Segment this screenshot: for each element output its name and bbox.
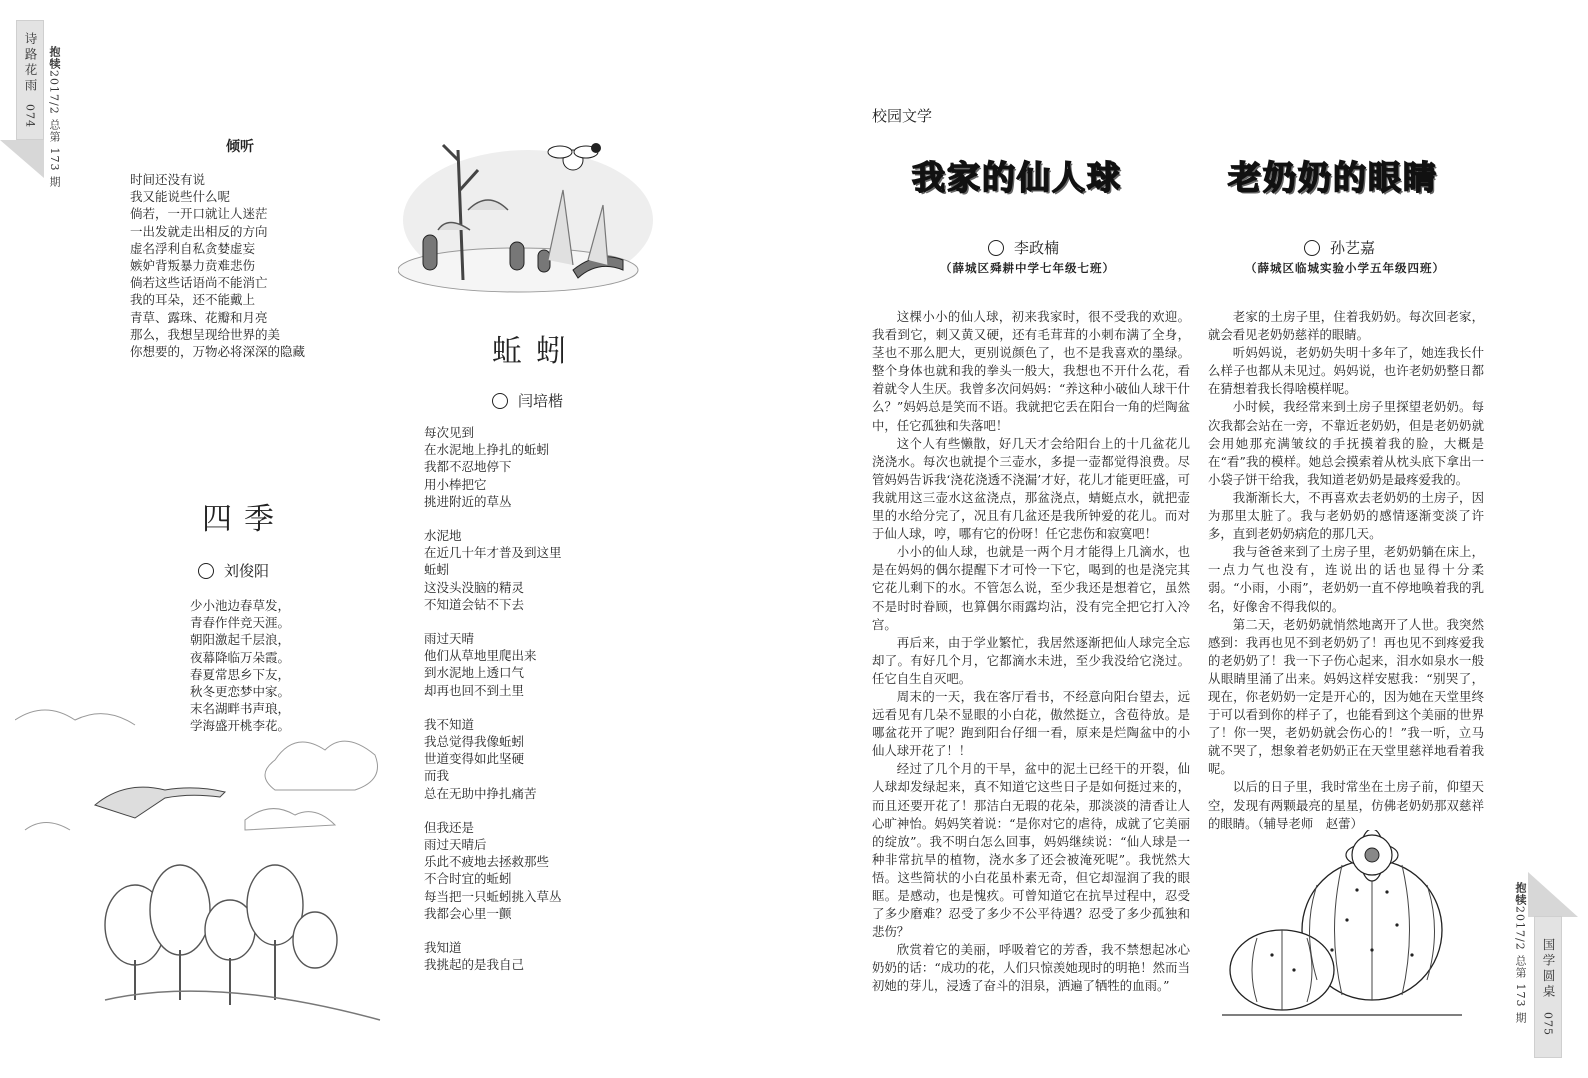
poem-line: 乐此不疲地去拯救那些 (424, 854, 550, 870)
left-section-name: 诗路花雨 (23, 32, 38, 94)
article2-title: 老奶奶的眼睛 (1228, 158, 1438, 197)
poem-line: 不知道会钻不下去 (424, 596, 525, 612)
poem-line: 我不知道 (424, 716, 475, 732)
poem-line: 而我 (424, 768, 450, 784)
poem-earthworm-header (492, 326, 580, 411)
poem-line: 总在无助中挣扎痛苦 (424, 785, 537, 801)
poem-seasons (190, 494, 290, 735)
poem-line: 青草、露珠、花瓣和月亮 (130, 309, 268, 325)
article-paragraph: 小时候，我经常来到土房子里探望老奶奶。每次我都会站在一旁，不靠近老奶奶，但是老奶奶就会用她那充满皱纹的手抚摸着我的脸，大概是在“看”我的模样。她总会摸索着从枕头底下拿出一小袋子饼干给我，我知道老奶奶是最疼爱我的。 (1208, 399, 1484, 487)
cactus-illustration (1222, 830, 1462, 1020)
poem-line: 我都会心里一颤 (424, 905, 512, 921)
poem-line: 雨过天晴后 (424, 837, 487, 853)
poem-line: 到水泥地上透口气 (424, 665, 525, 681)
poem-line: 末名湖畔书声琅， (190, 701, 291, 717)
poem-earthworm-title: 蚯蚓 (492, 334, 580, 369)
left-running-head (46, 46, 62, 188)
poem-seasons-byline (198, 560, 290, 581)
article-paragraph: 听妈妈说，老奶奶失明十多年了，她连我长什么样子也都从未见过。妈妈说，也许老奶奶整日都在猜想着我长得啥模样呢。 (1208, 345, 1484, 397)
left-issue: 2017/2 (47, 70, 61, 115)
poem-line: 一出发就走出相反的方向 (130, 223, 268, 239)
landscape-illustration (15, 700, 385, 1030)
poem-line: 朝阳激起千层浪， (190, 632, 291, 648)
poem-line: 倘若这些话语尚不能消亡 (130, 275, 268, 291)
right-magazine-name: 抱犊 (1514, 882, 1527, 906)
poem-line: 每当把一只蚯蚓挑入草丛 (424, 888, 562, 904)
poem-line: 我又能说些什么呢 (130, 189, 231, 205)
poem-line: 你想要的，万物必将深深的隐藏 (130, 344, 306, 360)
article1-school: （薛城区舜耕中学七年级七班） (940, 261, 1115, 275)
right-total-issue: 总第 173 期 (1514, 954, 1527, 1024)
article-paragraph: 欣赏着它的美丽，呼吸着它的芳香，我不禁想起冰心奶奶的话：“成功的花，人们只惊羡她现时的明艳！然而当初她的芽儿，浸透了奋斗的泪泉，洒遍了牺牲的血雨。” (872, 942, 1190, 994)
poem-seasons-title: 四季 (202, 502, 286, 537)
article1-title: 我家的仙人球 (912, 158, 1122, 197)
article-paragraph: 这棵小小的仙人球，初来我家时，很不受我的欢迎。我看到它，刺又黄又硬，还有毛茸茸的小刺布满了全身，茎也不那么肥大，更别说颜色了，也不是我喜欢的墨绿。整个身体也就和我的拳头一般大，我想也不开什么花，看着就令人生厌。我曾多次问妈妈：“养这种小破仙人球干什么？”妈妈总是笑而不语。我就把它丢在阳台一角的烂陶盆中，任它孤独和失落吧！ (872, 309, 1190, 433)
article1-author: 李政楠 (1014, 239, 1060, 257)
poem-line: 每次见到 (424, 425, 475, 440)
poem-stanza (424, 819, 562, 922)
right-page-number: 075 (1541, 1012, 1555, 1036)
author-circle-icon (198, 563, 214, 579)
poem-seasons-author: 刘俊阳 (224, 562, 270, 580)
poem-stanza (424, 716, 562, 802)
poem-line: 我挑起的是我自己 (424, 957, 525, 973)
poem-earthworm-author: 闫培楷 (518, 392, 564, 410)
article-paragraph: 我与爸爸来到了土房子里，老奶奶躺在床上，一点力气也没有，连说出的话也显得十分柔弱。“小雨，小雨”，老奶奶一直不停地唤着我的乳名，好像舍不得我似的。 (1208, 544, 1484, 614)
poem-earthworm-byline (492, 390, 580, 411)
left-page-number: 074 (23, 104, 37, 128)
author-circle-icon (988, 240, 1004, 256)
article2-school: （薛城区临城实验小学五年级四班） (1245, 261, 1445, 275)
earthworm-illustration (398, 130, 668, 300)
poem-line: 用小棒把它 (424, 476, 487, 492)
poem-line: 在近几十年才普及到这里 (424, 545, 562, 561)
poem-line: 却再也回不到土里 (424, 682, 525, 698)
article-paragraph: 以后的日子里，我时常坐在土房子前，仰望天空，发现有两颗最亮的星星，仿佛老奶奶那双慈祥的眼睛。（辅导老师 赵蕾） (1208, 779, 1484, 831)
poem-earthworm-stanzas (424, 424, 562, 990)
author-circle-icon (492, 393, 508, 409)
poem-line: 虚名浮利自私贪婪虚妄 (130, 240, 256, 256)
poem-stanza (424, 424, 562, 510)
article2-author: 孙艺嘉 (1330, 239, 1376, 257)
poem-line: 时间还没有说 (130, 172, 206, 187)
article-paragraph: 老家的土房子里，住着我奶奶。每次回老家，就会看见老奶奶慈祥的眼睛。 (1208, 309, 1484, 343)
poem-line: 夜幕降临万朵霞。 (190, 649, 291, 665)
poem-line: 学海盛开桃李花。 (190, 718, 291, 734)
poem-line: 那么，我想呈现给世界的美 (130, 326, 281, 342)
poem-line: 倘若，一开口就让人迷茫 (130, 206, 268, 222)
poem-stanza (424, 630, 562, 699)
poem-listen (130, 136, 305, 360)
left-total-issue: 总第 173 期 (48, 118, 61, 188)
article-paragraph: 这个人有些懒散，好几天才会给阳台上的十几盆花儿浇浇水。每次也就提个三壶水，多提一壶都觉得浪费。尽管妈妈告诉我‘浇花浇透不浇漏’才好，花儿才能更旺盛，可我就用这三壶水这盆浇点，那盆浇点，蜻蜓点水，就把壶里的水给分完了，况且有几盆还是我所钟爱的花儿。而对于仙人球，哼，哪有它的份呀！任它悲伤和寂寞吧！ (872, 435, 1190, 542)
article2-byline (1304, 237, 1375, 258)
poem-line: 我总觉得我像蚯蚓 (424, 734, 525, 750)
right-section-name: 国学圆桌 (1541, 938, 1556, 1000)
poem-line: 春夏常思乡下友， (190, 666, 291, 682)
poem-line: 嫉妒背叛暴力贲难悲伤 (130, 258, 256, 274)
poem-line: 我的耳朵，还不能戴上 (130, 292, 256, 308)
poem-line: 秋冬更恋梦中家。 (190, 684, 291, 700)
poem-line: 世道变得如此坚硬 (424, 751, 525, 767)
article2-body (1208, 308, 1484, 833)
author-circle-icon (1304, 240, 1320, 256)
poem-listen-lines (130, 171, 305, 360)
article-paragraph: 周末的一天，我在客厅看书，不经意向阳台望去，远远看见有几朵不显眼的小白花，傲然挺立，含苞待放。是哪盆花开了呢？跑到阳台仔细一看，原来是烂陶盆中的小仙人球开花了！！ (872, 688, 1190, 759)
article-paragraph: 经过了几个月的干旱，盆中的泥土已经干的开裂，仙人球却发绿起来，真不知道它这些日子是如何挺过来的，而且还要开花了！那洁白无瑕的花朵，那淡淡的清香让人心旷神怡。妈妈笑着说：“是你对它的虐待，成就了它美丽的绽放”。我不明白怎么回事，妈妈继续说：“仙人球是一种非常抗旱的植物，浇水多了还会被淹死呢”。我恍然大悟。这些简状的小白花虽朴素无奇，但它却湿润了我的眼眶。是感动，也是愧疚。可曾知道它在抗旱过程中，忍受了多少磨难？忍受了多少不公平待遇？忍受了多少孤独和悲伤？ (872, 761, 1190, 940)
article-paragraph: 我渐渐长大，不再喜欢去老奶奶的土房子，因为那里太脏了。我与老奶奶的感情逐渐变淡了许多，直到老奶奶病危的那几天。 (1208, 489, 1484, 542)
article-paragraph: 再后来，由于学业繁忙，我居然逐渐把仙人球完全忘却了。有好几个月，它都滴水未进，至少我没给它浇过。任它自生自灭吧。 (872, 634, 1190, 686)
article-paragraph: 小小的仙人球，也就是一两个月才能得上几滴水，也是在妈妈的偶尔提醒下才可怜一下它，喝到的也是浇完其它花儿剩下的水。不管怎么说，至少我还是想着它，虽然不是时时眷顾，也算偶尔雨露均沾，没有完全把它打入冷宫。 (872, 544, 1190, 632)
poem-stanza (424, 527, 562, 613)
poem-line: 少小池边春草发， (190, 598, 291, 613)
right-running-head (1512, 882, 1528, 1024)
poem-line: 青春作伴竞天涯。 (190, 615, 291, 631)
left-magazine-name: 抱犊 (48, 46, 61, 70)
article-paragraph: 第二天，老奶奶就悄然地离开了人世。我突然感到：我再也见不到老奶奶了！再也见不到疼爱我的老奶奶了！我一下子伤心起来，泪水如泉水一般从眼睛里涌了出来。妈妈这样安慰我：“别哭了，现在，你老奶奶一定是开心的，因为她在天堂里终于可以看到你的样子了，也能看到这个美丽的世界了！你一哭，老奶奶就会伤心的！”我一听，立马就不哭了，想象着老奶奶正在天堂里慈祥地看着我呢。 (1208, 616, 1484, 777)
right-issue: 2017/2 (1513, 906, 1527, 951)
poem-line: 我都不忍地停下 (424, 459, 512, 475)
poem-line: 这没头没脑的精灵 (424, 579, 525, 595)
poem-line: 我知道 (424, 940, 462, 956)
poem-listen-title: 倾听 (226, 139, 254, 155)
poem-line: 挑进附近的草丛 (424, 493, 512, 509)
right-section-tab (1534, 916, 1562, 1058)
poem-line: 不合时宜的蚯蚓 (424, 871, 512, 887)
article1-byline (988, 237, 1059, 258)
poem-line: 雨过天晴 (424, 631, 475, 647)
poem-line: 但我还是 (424, 819, 475, 835)
section-label: 校园文学 (872, 107, 933, 125)
poem-line: 在水泥地上挣扎的蚯蚓 (424, 442, 550, 458)
poem-line: 蚯蚓 (424, 562, 450, 578)
article1-body (872, 308, 1190, 996)
poem-line: 他们从草地里爬出来 (424, 648, 537, 664)
poem-line: 水泥地 (424, 528, 462, 544)
poem-stanza (424, 939, 562, 973)
